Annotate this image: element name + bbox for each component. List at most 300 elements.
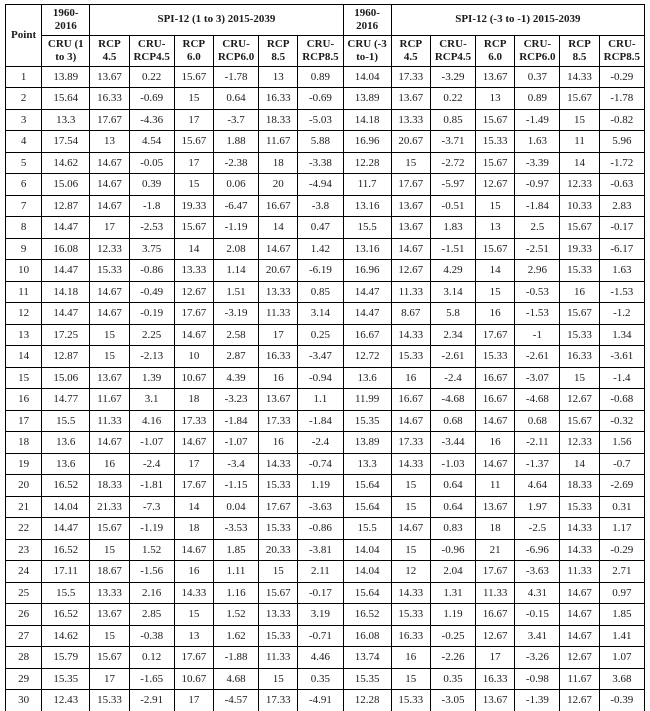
table-row xyxy=(6,647,645,669)
value-cell: 18 xyxy=(259,152,298,174)
value-cell: 13.67 xyxy=(391,88,430,110)
value-cell: 14.67 xyxy=(174,539,213,561)
value-cell: 0.64 xyxy=(430,496,475,518)
value-cell: 17.33 xyxy=(174,410,213,432)
value-cell: 2.96 xyxy=(515,260,560,282)
value-cell: 15.67 xyxy=(174,66,213,88)
value-cell: 13.67 xyxy=(90,604,129,626)
value-cell: 12.72 xyxy=(343,346,391,368)
value-cell: 0.83 xyxy=(430,518,475,540)
value-cell: -3.81 xyxy=(298,539,343,561)
value-cell: 16.67 xyxy=(476,367,515,389)
value-cell: 13.6 xyxy=(343,367,391,389)
value-cell: -5.03 xyxy=(298,109,343,131)
point-cell: 2 xyxy=(6,88,42,110)
group-right-header: SPI-12 (-3 to -1) 2015-2039 xyxy=(391,5,644,36)
value-cell: 17 xyxy=(174,152,213,174)
value-cell: 15.35 xyxy=(343,410,391,432)
value-cell: 12.67 xyxy=(560,389,599,411)
value-cell: -1.84 xyxy=(298,410,343,432)
value-cell: -0.51 xyxy=(430,195,475,217)
value-cell: 4.29 xyxy=(430,260,475,282)
point-cell: 15 xyxy=(6,367,42,389)
value-cell: 2.5 xyxy=(515,217,560,239)
table-row xyxy=(6,539,645,561)
value-cell: 17 xyxy=(174,109,213,131)
value-cell: -0.69 xyxy=(129,88,174,110)
value-cell: 13.33 xyxy=(90,582,129,604)
value-cell: 0.22 xyxy=(129,66,174,88)
value-cell: 16 xyxy=(259,432,298,454)
header-row-sub xyxy=(6,35,645,66)
value-cell: 4.54 xyxy=(129,131,174,153)
value-cell: -3.63 xyxy=(298,496,343,518)
point-cell: 16 xyxy=(6,389,42,411)
value-cell: 17.67 xyxy=(174,475,213,497)
value-cell: 16 xyxy=(560,281,599,303)
value-cell: 15.64 xyxy=(343,496,391,518)
value-cell: 13.67 xyxy=(391,195,430,217)
value-cell: 12.33 xyxy=(560,432,599,454)
value-cell: 13.16 xyxy=(343,238,391,260)
value-cell: 14.67 xyxy=(174,324,213,346)
value-cell: -0.86 xyxy=(298,518,343,540)
value-cell: 14 xyxy=(174,238,213,260)
table-body xyxy=(6,66,645,711)
value-cell: 2.11 xyxy=(298,561,343,583)
value-cell: -0.98 xyxy=(515,668,560,690)
value-cell: -5.97 xyxy=(430,174,475,196)
value-cell: 1.56 xyxy=(599,432,644,454)
value-cell: 16.67 xyxy=(476,389,515,411)
value-cell: -0.49 xyxy=(129,281,174,303)
table-row xyxy=(6,690,645,711)
value-cell: 17.25 xyxy=(42,324,90,346)
value-cell: -1.19 xyxy=(129,518,174,540)
value-cell: 14.47 xyxy=(343,281,391,303)
value-cell: 15.33 xyxy=(391,604,430,626)
value-cell: 2.71 xyxy=(599,561,644,583)
value-cell: 13.67 xyxy=(476,496,515,518)
value-cell: -1.39 xyxy=(515,690,560,711)
value-cell: 15 xyxy=(476,281,515,303)
value-cell: 0.89 xyxy=(515,88,560,110)
value-cell: -1 xyxy=(515,324,560,346)
value-cell: 14.18 xyxy=(42,281,90,303)
point-header: Point xyxy=(6,5,42,67)
value-cell: -0.17 xyxy=(298,582,343,604)
value-cell: 17 xyxy=(259,324,298,346)
value-cell: 12.87 xyxy=(42,346,90,368)
value-cell: 15 xyxy=(391,152,430,174)
value-cell: 15.67 xyxy=(560,88,599,110)
value-cell: 15.33 xyxy=(259,518,298,540)
value-cell: 0.68 xyxy=(430,410,475,432)
value-cell: 15.33 xyxy=(476,131,515,153)
value-cell: 12.67 xyxy=(560,647,599,669)
value-cell: -4.68 xyxy=(515,389,560,411)
value-cell: 14.67 xyxy=(90,174,129,196)
value-cell: 11.33 xyxy=(476,582,515,604)
value-cell: -0.68 xyxy=(599,389,644,411)
value-cell: -1.84 xyxy=(213,410,258,432)
value-cell: 17.67 xyxy=(391,174,430,196)
value-cell: 15.64 xyxy=(42,88,90,110)
value-cell: 14.67 xyxy=(174,432,213,454)
value-cell: 17 xyxy=(174,690,213,711)
col-header-rcp60-left: RCP 6.0 xyxy=(174,35,213,66)
value-cell: 13.33 xyxy=(259,281,298,303)
table-row xyxy=(6,453,645,475)
value-cell: 17.67 xyxy=(174,647,213,669)
value-cell: 1.11 xyxy=(213,561,258,583)
value-cell: 11.33 xyxy=(259,647,298,669)
value-cell: 12.28 xyxy=(343,152,391,174)
value-cell: -0.63 xyxy=(599,174,644,196)
value-cell: -2.61 xyxy=(430,346,475,368)
value-cell: -0.74 xyxy=(298,453,343,475)
value-cell: 5.88 xyxy=(298,131,343,153)
value-cell: -3.05 xyxy=(430,690,475,711)
value-cell: 14.47 xyxy=(42,260,90,282)
value-cell: -1.78 xyxy=(213,66,258,88)
value-cell: 1.1 xyxy=(298,389,343,411)
point-cell: 8 xyxy=(6,217,42,239)
value-cell: 3.68 xyxy=(599,668,644,690)
value-cell: 15 xyxy=(476,195,515,217)
value-cell: 12.33 xyxy=(90,238,129,260)
table-row xyxy=(6,410,645,432)
value-cell: 15.79 xyxy=(42,647,90,669)
value-cell: 0.37 xyxy=(515,66,560,88)
value-cell: 15 xyxy=(391,668,430,690)
value-cell: 1.19 xyxy=(298,475,343,497)
value-cell: 14.67 xyxy=(90,281,129,303)
value-cell: 0.47 xyxy=(298,217,343,239)
value-cell: 15.5 xyxy=(343,518,391,540)
point-cell: 25 xyxy=(6,582,42,604)
value-cell: 15 xyxy=(391,496,430,518)
value-cell: -0.71 xyxy=(298,625,343,647)
value-cell: 13 xyxy=(259,66,298,88)
table-row xyxy=(6,475,645,497)
value-cell: 0.85 xyxy=(298,281,343,303)
value-cell: 1.52 xyxy=(213,604,258,626)
value-cell: -3.8 xyxy=(298,195,343,217)
value-cell: 13.3 xyxy=(343,453,391,475)
value-cell: 2.16 xyxy=(129,582,174,604)
value-cell: -0.29 xyxy=(599,539,644,561)
value-cell: 1.85 xyxy=(213,539,258,561)
col-header-cru-rcp45-right: CRU-RCP4.5 xyxy=(430,35,475,66)
value-cell: -2.51 xyxy=(515,238,560,260)
value-cell: 12.87 xyxy=(42,195,90,217)
value-cell: 15 xyxy=(90,324,129,346)
value-cell: -4.57 xyxy=(213,690,258,711)
value-cell: 14.67 xyxy=(560,625,599,647)
value-cell: 14.67 xyxy=(476,453,515,475)
value-cell: 16.08 xyxy=(343,625,391,647)
value-cell: 15.35 xyxy=(343,668,391,690)
value-cell: 14.67 xyxy=(560,604,599,626)
value-cell: 15.64 xyxy=(343,582,391,604)
col-header-rcp45-left: RCP 4.5 xyxy=(90,35,129,66)
value-cell: 18 xyxy=(476,518,515,540)
value-cell: 14.33 xyxy=(391,453,430,475)
value-cell: 3.14 xyxy=(430,281,475,303)
value-cell: 12.67 xyxy=(174,281,213,303)
value-cell: 15.67 xyxy=(259,582,298,604)
value-cell: -3.53 xyxy=(213,518,258,540)
value-cell: 0.31 xyxy=(599,496,644,518)
value-cell: -2.26 xyxy=(430,647,475,669)
value-cell: -1.37 xyxy=(515,453,560,475)
value-cell: 12.67 xyxy=(476,625,515,647)
value-cell: 0.04 xyxy=(213,496,258,518)
value-cell: -0.39 xyxy=(599,690,644,711)
value-cell: -1.49 xyxy=(515,109,560,131)
value-cell: 3.41 xyxy=(515,625,560,647)
value-cell: 16.96 xyxy=(343,131,391,153)
value-cell: -2.91 xyxy=(129,690,174,711)
value-cell: 0.39 xyxy=(129,174,174,196)
value-cell: 15 xyxy=(560,109,599,131)
value-cell: -1.78 xyxy=(599,88,644,110)
value-cell: 14.47 xyxy=(42,518,90,540)
table-row xyxy=(6,217,645,239)
value-cell: 1.14 xyxy=(213,260,258,282)
point-cell: 1 xyxy=(6,66,42,88)
value-cell: 16.52 xyxy=(42,475,90,497)
value-cell: 14.33 xyxy=(174,582,213,604)
value-cell: 15.5 xyxy=(42,582,90,604)
value-cell: -1.8 xyxy=(129,195,174,217)
value-cell: 0.06 xyxy=(213,174,258,196)
value-cell: -2.13 xyxy=(129,346,174,368)
value-cell: 14 xyxy=(560,453,599,475)
value-cell: 20.67 xyxy=(259,260,298,282)
value-cell: 13 xyxy=(476,217,515,239)
value-cell: 17 xyxy=(476,647,515,669)
value-cell: 12.67 xyxy=(391,260,430,282)
table-row xyxy=(6,625,645,647)
value-cell: -1.84 xyxy=(515,195,560,217)
value-cell: 15 xyxy=(90,346,129,368)
value-cell: 15 xyxy=(259,668,298,690)
value-cell: 15.33 xyxy=(560,260,599,282)
value-cell: 14.33 xyxy=(560,66,599,88)
value-cell: 15.35 xyxy=(42,668,90,690)
value-cell: 3.14 xyxy=(298,303,343,325)
value-cell: -0.38 xyxy=(129,625,174,647)
value-cell: 0.68 xyxy=(515,410,560,432)
value-cell: 16 xyxy=(476,303,515,325)
value-cell: 13 xyxy=(174,625,213,647)
value-cell: 14.67 xyxy=(391,238,430,260)
value-cell: 2.85 xyxy=(129,604,174,626)
value-cell: -0.19 xyxy=(129,303,174,325)
value-cell: 0.22 xyxy=(430,88,475,110)
value-cell: 14.04 xyxy=(343,561,391,583)
value-cell: 13.33 xyxy=(174,260,213,282)
value-cell: 11.33 xyxy=(560,561,599,583)
value-cell: 2.58 xyxy=(213,324,258,346)
value-cell: -1.72 xyxy=(599,152,644,174)
value-cell: 4.68 xyxy=(213,668,258,690)
value-cell: 15.06 xyxy=(42,174,90,196)
period-left-header: 1960-2016 xyxy=(42,5,90,36)
value-cell: 13.67 xyxy=(90,367,129,389)
value-cell: -1.65 xyxy=(129,668,174,690)
value-cell: -0.53 xyxy=(515,281,560,303)
col-header-cru-rcp85-left: CRU-RCP8.5 xyxy=(298,35,343,66)
value-cell: 14.47 xyxy=(343,303,391,325)
value-cell: -0.94 xyxy=(298,367,343,389)
value-cell: 1.63 xyxy=(515,131,560,153)
value-cell: 16.52 xyxy=(42,539,90,561)
value-cell: -2.69 xyxy=(599,475,644,497)
value-cell: 15 xyxy=(174,174,213,196)
value-cell: -2.72 xyxy=(430,152,475,174)
table-row xyxy=(6,131,645,153)
value-cell: 16 xyxy=(90,453,129,475)
value-cell: 17.67 xyxy=(476,561,515,583)
value-cell: 16.33 xyxy=(391,625,430,647)
col-header-cru-rcp60-right: CRU-RCP6.0 xyxy=(515,35,560,66)
value-cell: 5.8 xyxy=(430,303,475,325)
value-cell: -0.17 xyxy=(599,217,644,239)
value-cell: 1.63 xyxy=(599,260,644,282)
value-cell: 17.67 xyxy=(476,324,515,346)
value-cell: 11 xyxy=(476,475,515,497)
value-cell: 16 xyxy=(391,647,430,669)
value-cell: 4.64 xyxy=(515,475,560,497)
value-cell: 15 xyxy=(259,561,298,583)
value-cell: 0.89 xyxy=(298,66,343,88)
value-cell: -3.07 xyxy=(515,367,560,389)
value-cell: 12 xyxy=(391,561,430,583)
value-cell: 15.33 xyxy=(259,625,298,647)
value-cell: -0.96 xyxy=(430,539,475,561)
value-cell: 17 xyxy=(90,668,129,690)
value-cell: -3.63 xyxy=(515,561,560,583)
value-cell: 16.33 xyxy=(90,88,129,110)
value-cell: 15 xyxy=(174,88,213,110)
value-cell: -0.86 xyxy=(129,260,174,282)
value-cell: 10.67 xyxy=(174,367,213,389)
point-cell: 30 xyxy=(6,690,42,711)
value-cell: 11.67 xyxy=(90,389,129,411)
value-cell: 17.67 xyxy=(259,496,298,518)
point-cell: 19 xyxy=(6,453,42,475)
value-cell: -0.15 xyxy=(515,604,560,626)
point-cell: 18 xyxy=(6,432,42,454)
value-cell: 17.67 xyxy=(90,109,129,131)
value-cell: -3.19 xyxy=(213,303,258,325)
value-cell: 11.99 xyxy=(343,389,391,411)
value-cell: 1.16 xyxy=(213,582,258,604)
value-cell: 14.62 xyxy=(42,625,90,647)
value-cell: -1.4 xyxy=(599,367,644,389)
value-cell: 1.88 xyxy=(213,131,258,153)
value-cell: -0.69 xyxy=(298,88,343,110)
table-row xyxy=(6,152,645,174)
value-cell: 1.34 xyxy=(599,324,644,346)
value-cell: 15.33 xyxy=(391,690,430,711)
value-cell: 14.67 xyxy=(90,303,129,325)
value-cell: 3.75 xyxy=(129,238,174,260)
value-cell: 13.33 xyxy=(391,109,430,131)
value-cell: 18 xyxy=(174,389,213,411)
col-header-rcp60-right: RCP 6.0 xyxy=(476,35,515,66)
value-cell: 15 xyxy=(560,367,599,389)
value-cell: -0.97 xyxy=(515,174,560,196)
value-cell: 1.85 xyxy=(599,604,644,626)
value-cell: -6.47 xyxy=(213,195,258,217)
col-header-rcp85-right: RCP 8.5 xyxy=(560,35,599,66)
value-cell: 1.97 xyxy=(515,496,560,518)
value-cell: 3.1 xyxy=(129,389,174,411)
value-cell: 11.67 xyxy=(560,668,599,690)
value-cell: -2.38 xyxy=(213,152,258,174)
value-cell: 15.33 xyxy=(560,324,599,346)
value-cell: 14.33 xyxy=(259,453,298,475)
value-cell: 0.85 xyxy=(430,109,475,131)
value-cell: 15.67 xyxy=(174,217,213,239)
value-cell: 15 xyxy=(391,475,430,497)
value-cell: 11.67 xyxy=(259,131,298,153)
group-left-header: SPI-12 (1 to 3) 2015-2039 xyxy=(90,5,343,36)
value-cell: -1.53 xyxy=(515,303,560,325)
value-cell: 13 xyxy=(90,131,129,153)
value-cell: -2.4 xyxy=(129,453,174,475)
point-cell: 13 xyxy=(6,324,42,346)
point-cell: 9 xyxy=(6,238,42,260)
value-cell: 13.33 xyxy=(259,604,298,626)
table-row xyxy=(6,324,645,346)
value-cell: -4.68 xyxy=(430,389,475,411)
value-cell: 0.25 xyxy=(298,324,343,346)
value-cell: 1.62 xyxy=(213,625,258,647)
value-cell: 15.67 xyxy=(560,410,599,432)
value-cell: 19.33 xyxy=(560,238,599,260)
value-cell: 16.33 xyxy=(476,668,515,690)
value-cell: 10 xyxy=(174,346,213,368)
value-cell: 17 xyxy=(174,453,213,475)
col-header-cru-rcp85-right: CRU-RCP8.5 xyxy=(599,35,644,66)
value-cell: 14 xyxy=(476,260,515,282)
value-cell: 1.17 xyxy=(599,518,644,540)
value-cell: -0.7 xyxy=(599,453,644,475)
value-cell: 1.51 xyxy=(213,281,258,303)
value-cell: 0.64 xyxy=(213,88,258,110)
value-cell: -2.53 xyxy=(129,217,174,239)
point-cell: 23 xyxy=(6,539,42,561)
value-cell: -7.3 xyxy=(129,496,174,518)
value-cell: 0.12 xyxy=(129,647,174,669)
point-cell: 27 xyxy=(6,625,42,647)
value-cell: 13.89 xyxy=(343,88,391,110)
value-cell: 15 xyxy=(90,625,129,647)
col-header-cru-neg3toneg1: CRU (-3 to-1) xyxy=(343,35,391,66)
value-cell: 1.41 xyxy=(599,625,644,647)
table-row xyxy=(6,561,645,583)
value-cell: 13.16 xyxy=(343,195,391,217)
value-cell: 4.16 xyxy=(129,410,174,432)
value-cell: 11.7 xyxy=(343,174,391,196)
value-cell: 15.67 xyxy=(560,217,599,239)
value-cell: 14.47 xyxy=(42,303,90,325)
